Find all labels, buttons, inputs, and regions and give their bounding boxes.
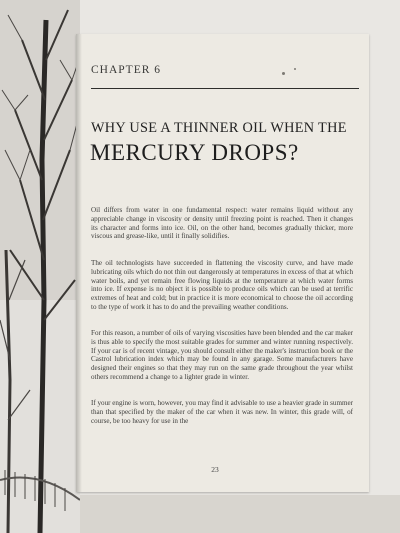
chapter-rule (91, 88, 359, 89)
page-speck (282, 72, 285, 75)
paragraph: If your engine is worn, however, you may find it advisable to use a heavier grade in summer than that specified by the maker of the car when it was new. In winter, this grade will, of course, be too heavy for use in the (91, 399, 353, 425)
heading-line-1: WHY USE A THINNER OIL WHEN THE (91, 120, 347, 136)
heading-line-2: MERCURY DROPS? (90, 140, 299, 165)
page-speck (294, 68, 296, 70)
chapter-label: CHAPTER 6 (91, 64, 162, 76)
paragraph: The oil technologists have succeeded in flattening the viscosity curve, and have made lubricating oils which do not thin out dangerously at temperatures in excess of that at which water boils, and yet remain free flowing liquids at the temperature at which water forms into ice. If expense is no object it is possible to produce oils which can be used at terrific extremes of heat and cold; but in practice it is more economical to choose the oil according to the type of work it has to do and the prevailing weather conditions. (91, 259, 353, 312)
book-page (76, 34, 369, 492)
page-spine-shadow (76, 34, 82, 492)
paragraph: For this reason, a number of oils of varying viscosities have been blended and the car maker is thus able to specify the most suitable grades for summer and winter running respectively. If your car is of recent vintage, you should consult either the maker's instruction book or the Castrol lubrication index which may be found in any garage. Some manufacturers have designed their engines so that they may run on the same grade throughout the year whilst others recommend a change to a lighter grade in winter. (91, 329, 353, 382)
winter-trees-illustration (0, 0, 80, 533)
page-number: 23 (211, 465, 219, 474)
paragraph: Oil differs from water in one fundamental respect: water remains liquid without any appreciable change in viscosity or density until freezing point is reached. Then it changes its character and forms into ice. Oil, on the other hand, becomes gradually thicker, more viscous and grease-like, until it finally solidifies. (91, 206, 353, 241)
facing-page-winter-trees-photo (0, 0, 80, 533)
